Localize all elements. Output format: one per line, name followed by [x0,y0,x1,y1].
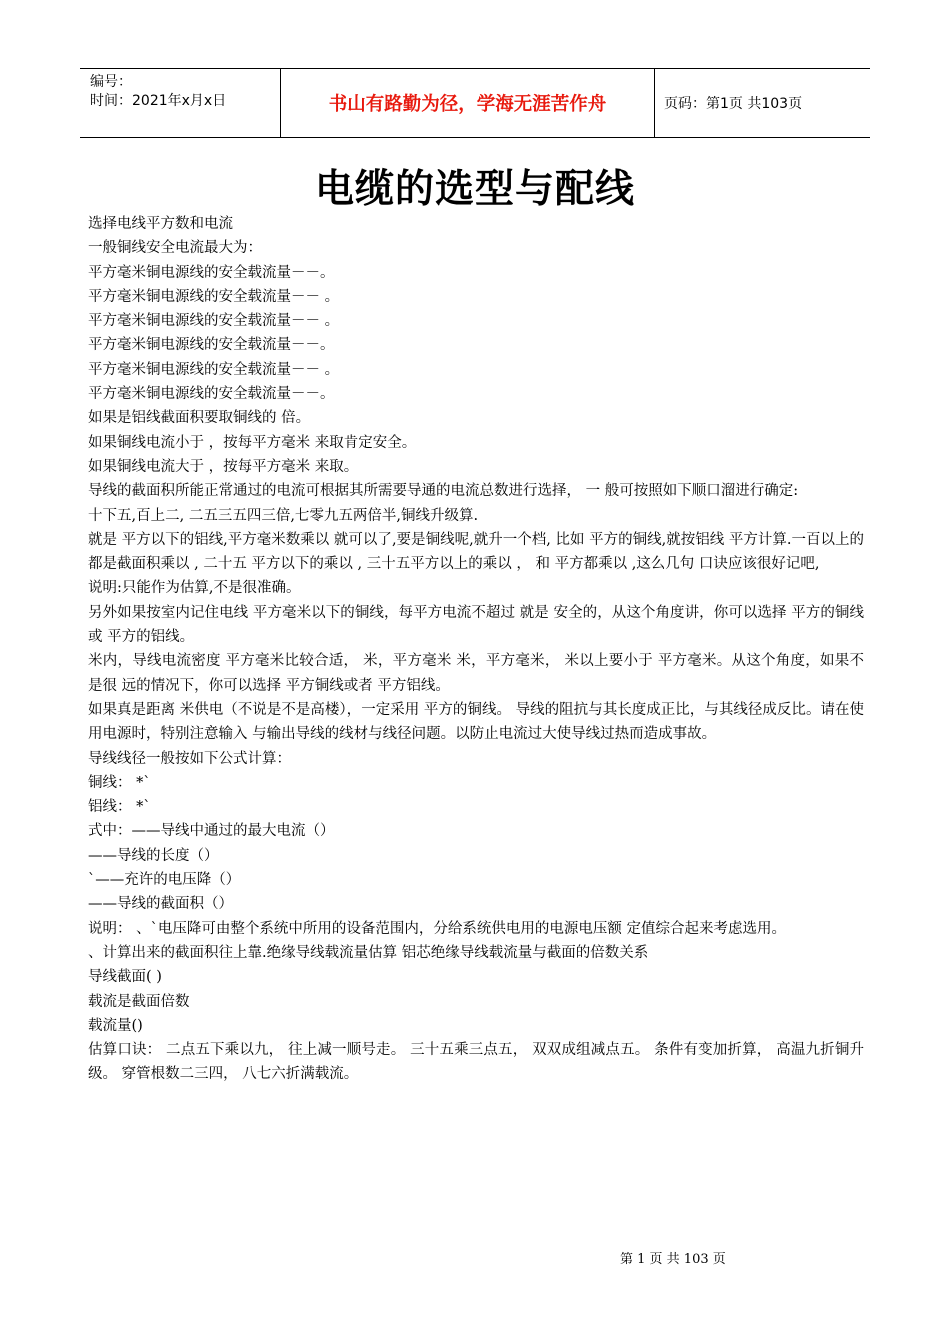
paragraph: 米内，导线电流密度 平方毫米比较合适， 米，平方毫米 米，平方毫米， 米以上要小于 平方毫米。从这个角度，如果不是很 远的情况下，你可以选择 平方铜线或者 平方铝线。 [88,653,864,694]
paragraph: 平方毫米铜电源线的安全载流量－－。 [88,264,335,281]
paragraph: 如果是铝线截面积要取铜线的 倍。 [88,410,311,427]
document-body [88,212,864,1087]
paragraph: 选择电线平方数和电流 [88,216,233,232]
paragraph: 如果铜线电流小于 ，按每平方毫米 来取肯定安全。 [88,434,417,451]
paragraph: 铝线： *` [88,799,151,816]
paragraph: 另外如果按室内记住电线 平方毫米以下的铜线，每平方电流不超过 就是 安全的，从这个角度讲，你可以选择 平方的铜线或 平方的铝线。 [88,604,864,646]
paragraph: 说明:只能作为估算,不是很准确。 [88,580,301,597]
header-motto: 书山有路勤为径，学海无涯苦作舟 [281,69,655,137]
paragraph: 说明： 、`电压降可由整个系统中所用的设备范围内，分给系统供电用的电源电压额 定值综合起来考虑选用。 [88,920,786,937]
page-title: 电缆的选型与配线 [314,167,635,212]
header-meta [80,69,281,137]
paragraph: 平方毫米铜电源线的安全载流量－－ 。 [88,288,340,305]
paragraph: 铜线： *` [88,774,151,791]
paragraph: 式中：——导线中通过的最大电流（） [88,823,335,840]
date-label: 时间：2021年x月x日 [90,93,227,109]
paragraph: ——导线的截面积（） [88,896,233,913]
paragraph: 如果铜线电流大于 ，按每平方毫米 来取。 [88,458,359,475]
paragraph: 就是 平方以下的铝线,平方毫米数乘以 就可以了,要是铜线呢,就升一个档, 比如 平方的铜线,就按铝线 平方计算.一百以上的都是截面积乘以 , 二十五 平方以下的乘以 , 三十五平方以上的乘以 ， 和 平方都乘以 ,这么几句 口诀应该很好记吧, [88,531,864,573]
paragraph: 导线的截面积所能正常通过的电流可根据其所需要导通的电流总数进行选择， 一 般可按照如下顺口溜进行确定: [88,483,799,500]
paragraph: 导线线径一般按如下公式计算： [88,750,291,767]
header-page-label: 页码：第1页 共103页 [664,96,803,112]
paragraph: 载流量() [88,1017,143,1034]
paragraph: 载流是截面倍数 [88,993,190,1010]
paragraph: 估算口诀： 二点五下乘以九， 往上减一顺号走。 三十五乘三点五， 双双成组减点五。 条件有变加折算， 高温九折铜升级。 穿管根数二三四， 八七六折满载流。 [88,1042,864,1083]
paragraph: 平方毫米铜电源线的安全载流量－－ 。 [88,313,340,330]
code-label: 编号： [90,74,132,90]
paragraph: 导线截面( ) [88,969,162,986]
paragraph: 平方毫米铜电源线的安全载流量－－。 [88,337,335,354]
page-footer: 第 1 页 共 103 页 [620,1252,726,1267]
paragraph: 如果真是距离 米供电（不说是不是高楼），一定采用 平方的铜线。 导线的阻抗与其长度成正比，与其线径成反比。请在使用电源时，特别注意输入 与输出导线的线材与线径问题。以防止电流过大使导线过热而造成事故。 [88,701,864,743]
paragraph: ——导线的长度（） [88,847,219,864]
paragraph: 平方毫米铜电源线的安全载流量－－ 。 [88,361,340,378]
paragraph: 一般铜线安全电流最大为： [88,240,262,257]
paragraph: 平方毫米铜电源线的安全载流量－－。 [88,386,335,403]
paragraph: 、计算出来的截面积往上靠.绝缘导线载流量估算 铝芯绝缘导线载流量与截面的倍数关系 [88,944,649,961]
paragraph: `——充许的电压降（） [88,872,241,889]
paragraph: 十下五,百上二, 二五三五四三倍,七零九五两倍半,铜线升级算. [88,507,479,524]
document-header [80,68,870,138]
